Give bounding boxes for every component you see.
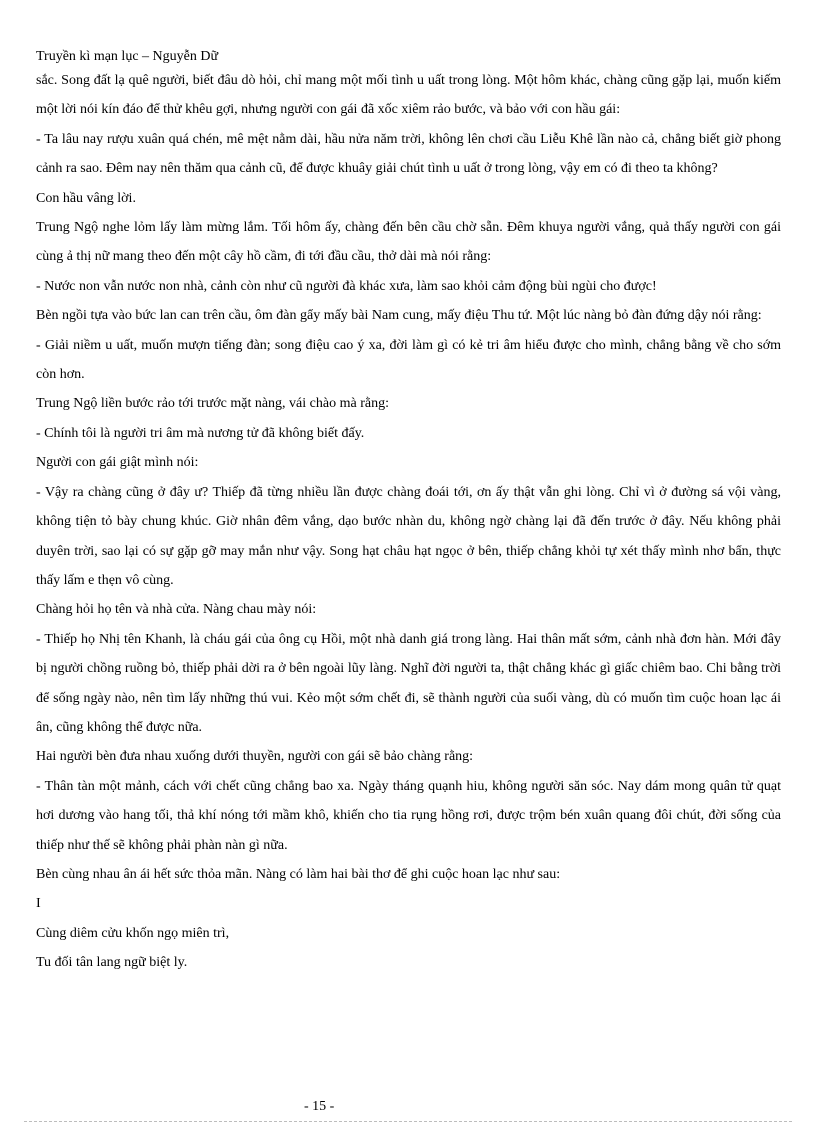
- paragraph: Con hầu vâng lời.: [36, 190, 136, 206]
- paragraph: Trung Ngộ liền bước rảo tới trước mặt nàng, vái chào mà rằng:: [36, 396, 389, 412]
- paragraph: Trung Ngộ nghe lỏm lấy làm mừng lắm. Tối hôm ấy, chàng đến bên cầu chờ sẵn. Đêm khuya người vắng, quả thấy người con gái cùng ả thị nữ mang theo đến một cây hồ cầm, đi tới đầu cầu, thở dài mà nói rằng:: [36, 220, 781, 265]
- paragraph: Bèn cùng nhau ân ái hết sức thỏa mãn. Nàng có làm hai bài thơ để ghi cuộc hoan lạc như sau:: [36, 866, 561, 882]
- paragraph: - Giải niềm u uất, muốn mượn tiếng đàn; song điệu cao ý xa, đời làm gì có kẻ tri âm hiểu được cho mình, chẳng bằng về cho sớm còn hơn.: [36, 337, 781, 383]
- paragraph: - Vậy ra chàng cũng ở đây ư? Thiếp đã từng nhiều lần được chàng đoái tới, ơn ấy thật vẫn ghi lòng. Chỉ vì ở đường sá vội vàng, không tiện tỏ bày chung khúc. Giờ nhân đêm vắng, dạo bước nhàn du, không ngờ chàng lại đã đến trước ở đây. Nếu không phải duyên trời, sao lại có sự gặp gỡ may mắn như vậy. Song hạt châu hạt ngọc ở bên, thiếp chẳng khỏi tự xét thấy mình nhơ bẩn, thực thấy lấm e thẹn vô cùng.: [36, 484, 781, 588]
- paragraph: - Thiếp họ Nhị tên Khanh, là cháu gái của ông cụ Hồi, một nhà danh giá trong làng. Hai thân mất sớm, cảnh nhà đơn hàn. Mới đây bị người chồng ruồng bỏ, thiếp phải dời ra ở bên ngoài lũy làng. Nghĩ đời người ta, thật chẳng khác gì giấc chiêm bao. Chi bằng trời để sống ngày nào, nên tìm lấy những thú vui. Kẻo một sớm chết đi, sẽ thành người của suối vàng, dù có muốn tìm cuộc hoan lạc ái ân, cũng không thể được nữa.: [36, 631, 781, 735]
- paragraph: - Chính tôi là người tri âm mà nương tử đã không biết đấy.: [36, 425, 365, 441]
- paragraph: Hai người bèn đưa nhau xuống dưới thuyền, người con gái sẽ bảo chàng rằng:: [36, 749, 474, 765]
- paragraph: - Thân tàn một mảnh, cách với chết cũng chẳng bao xa. Ngày tháng quạnh hiu, không người săn sóc. Nay dám mong quân tử quạt hơi dương vào hang tối, thả khí nóng tới mầm khô, khiến cho tia rụng hồng rơi, được trộm bén xuân quang đôi chút, đời sống của thiếp như thế sẽ không phải phàn nàn gì nữa.: [36, 778, 781, 853]
- poem-numeral: I: [36, 896, 41, 912]
- paragraph: Bèn ngồi tựa vào bức lan can trên cầu, ôm đàn gẩy mấy bài Nam cung, mấy điệu Thu tứ. Một lúc nàng bỏ đàn đứng dậy nói rằng:: [36, 308, 762, 324]
- paragraph: - Nước non vẫn nước non nhà, cảnh còn như cũ người đà khác xưa, làm sao khỏi cảm động bùi ngùi cho được!: [36, 278, 657, 294]
- poem-line: Tu đối tân lang ngữ biệt ly.: [36, 955, 188, 971]
- paragraph: Chàng hỏi họ tên và nhà cửa. Nàng chau mày nói:: [36, 602, 317, 618]
- page-number: - 15 -: [304, 1099, 335, 1114]
- bottom-divider: [24, 1121, 792, 1122]
- paragraph: sắc. Song đất lạ quê người, biết đâu dò hỏi, chỉ mang một mối tình u uất trong lòng. Một hôm khác, chàng cũng gặp lại, muốn kiếm một lời nói kín đáo để thử khêu gợi, nhưng người con gái đã xốc xiêm rảo bước, và bảo với con hầu gái:: [36, 73, 781, 118]
- poem-line: Cùng diêm cửu khốn ngọ miên trì,: [36, 925, 230, 941]
- running-header: Truyền kì mạn lục – Nguyễn Dữ: [36, 49, 219, 64]
- body-text: [36, 66, 781, 978]
- paragraph: - Ta lâu nay rượu xuân quá chén, mê mệt nằm dài, hầu nửa năm trời, không lên chơi cầu Liễu Khê lần nào cả, chẳng biết giờ phong cảnh ra sao. Đêm nay nên thăm qua cảnh cũ, để được khuây giải chút tình u uất ở trong lòng, vậy em có đi theo ta không?: [36, 131, 781, 177]
- paragraph: Người con gái giật mình nói:: [36, 455, 199, 471]
